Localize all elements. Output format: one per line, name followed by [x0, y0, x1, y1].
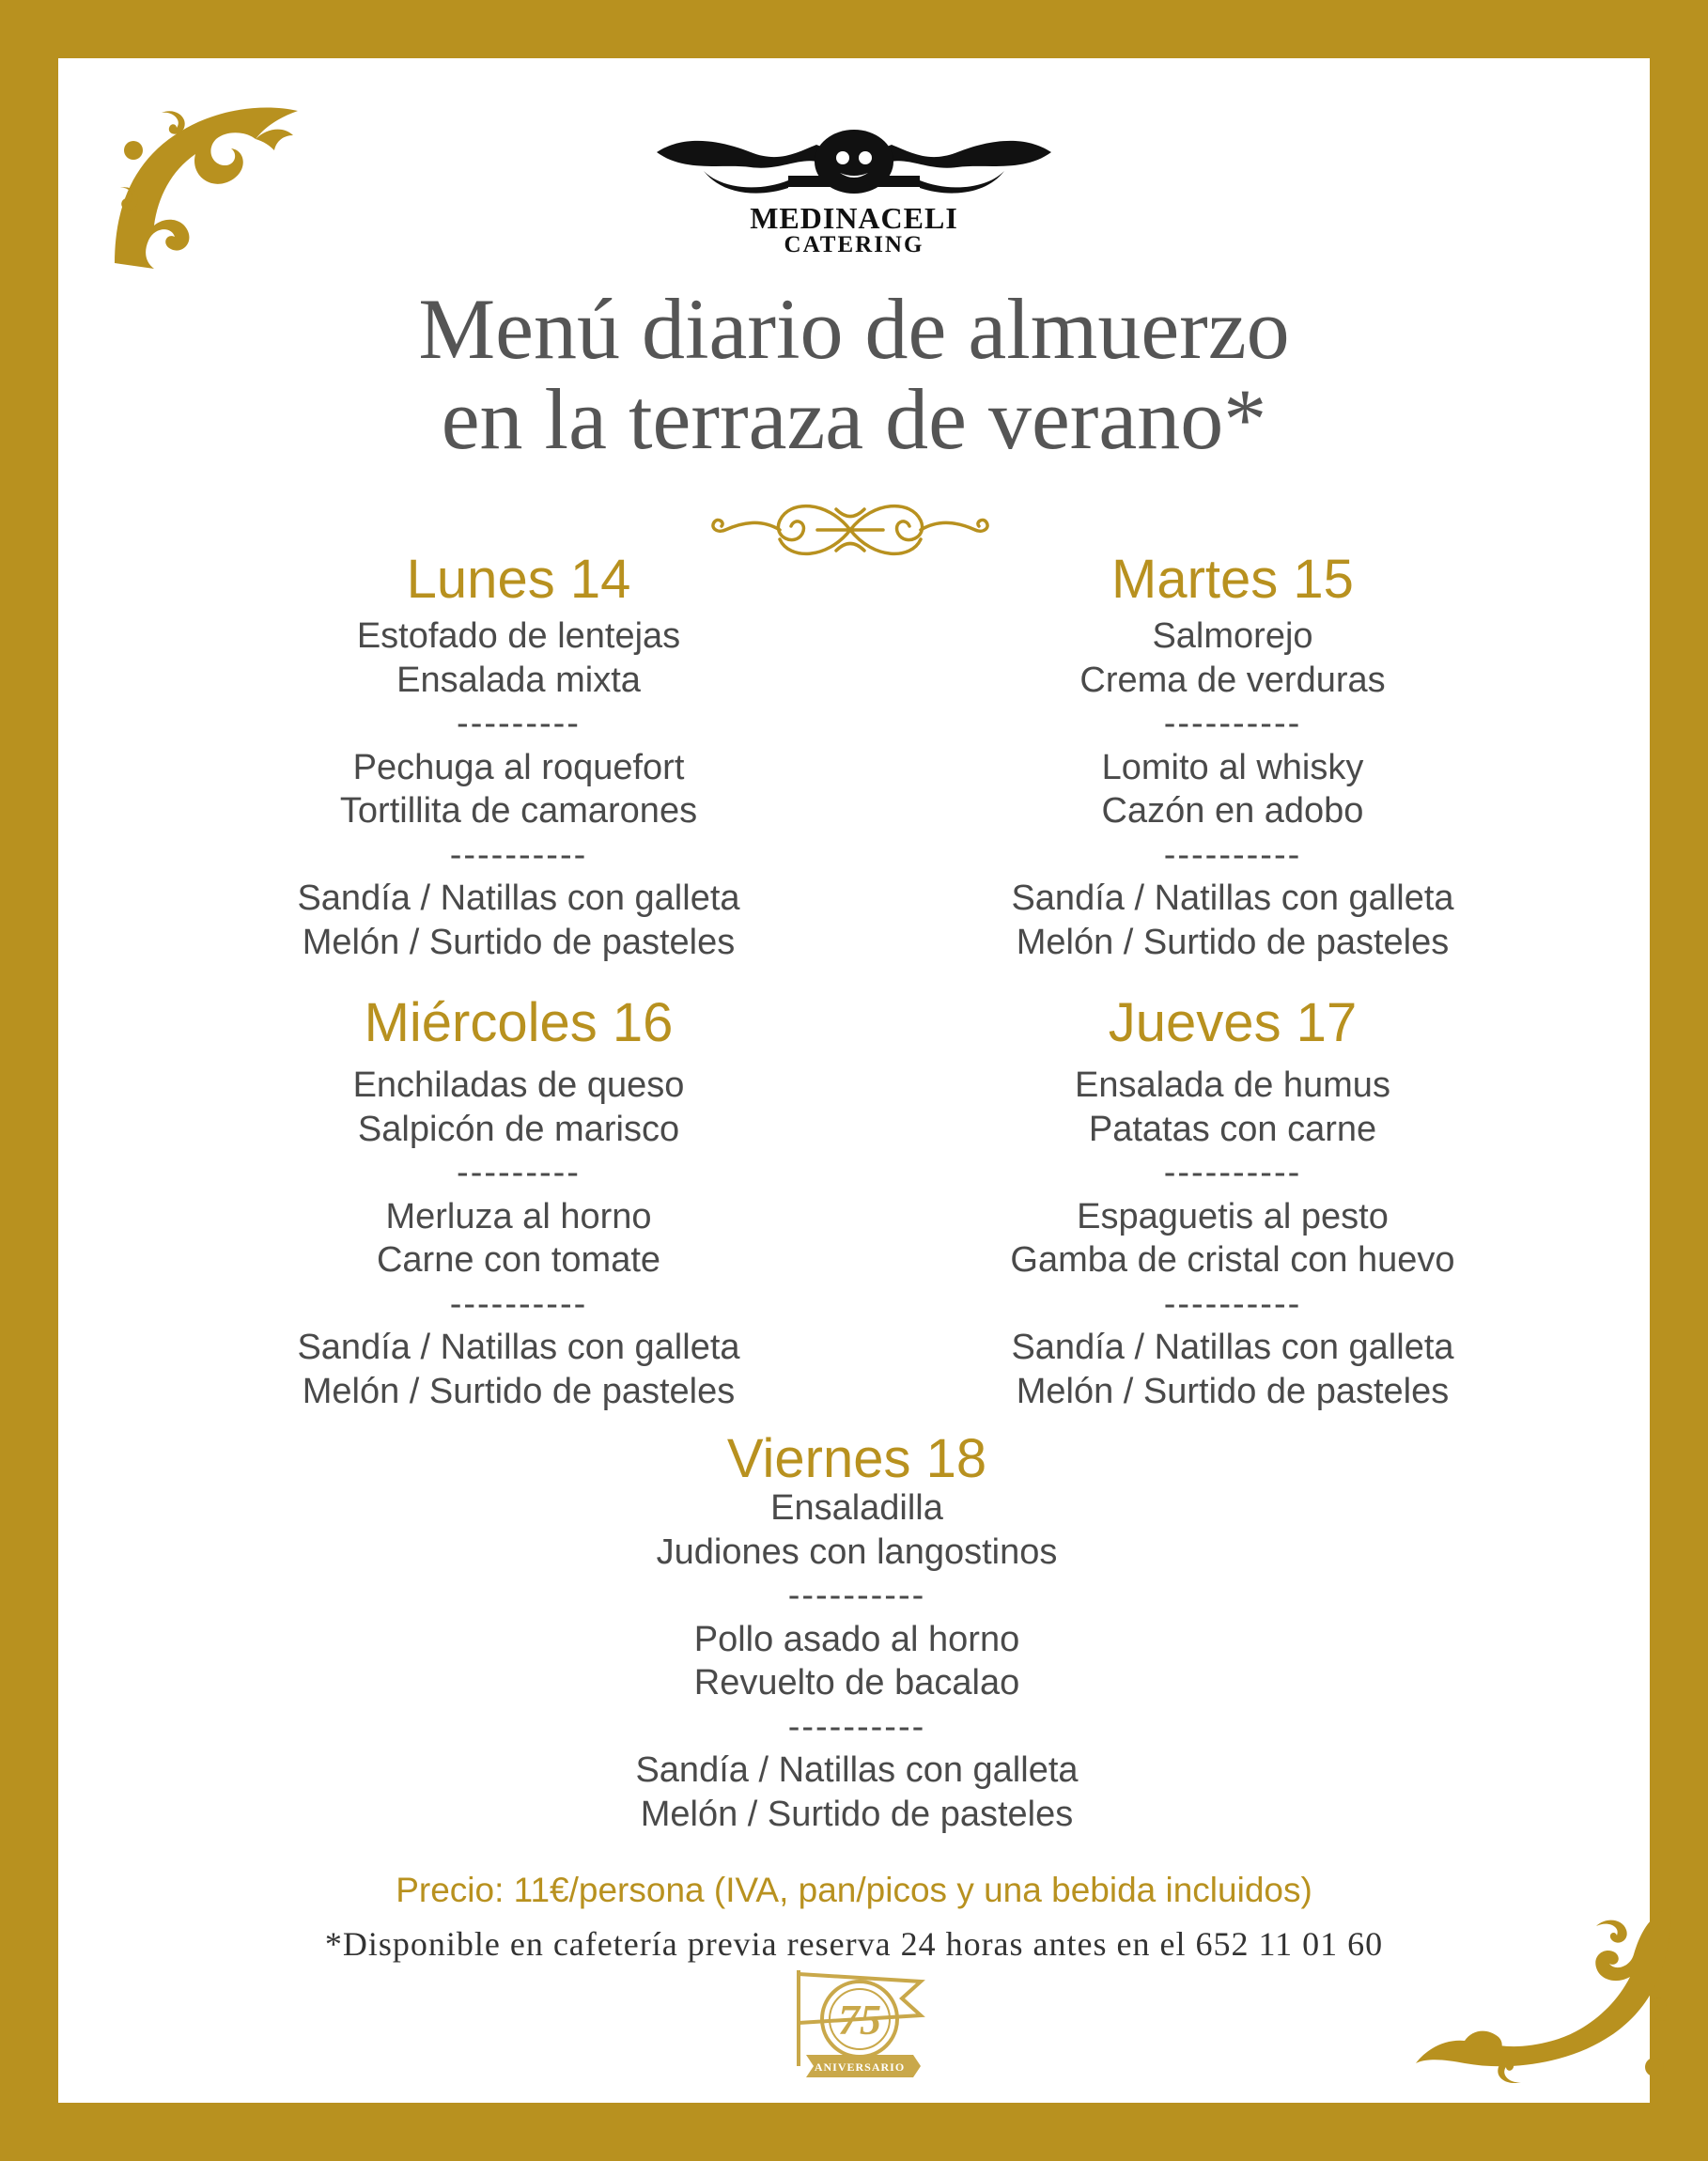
first-course-item: Ensalada de humus	[1075, 1065, 1390, 1105]
second-course-item: Tortillita de camarones	[339, 791, 698, 831]
course-separator: ----------	[1163, 704, 1302, 743]
second-course-item: Lomito al whisky	[1101, 747, 1364, 787]
second-course-item: Merluza al horno	[385, 1196, 652, 1236]
page-title	[58, 281, 1650, 467]
dessert-item: Melón / Surtido de pasteles	[1016, 1371, 1450, 1411]
course-separator: ----------	[1163, 1153, 1302, 1192]
day-thursday	[904, 990, 1561, 1413]
dessert-item: Sandía / Natillas con galleta	[1011, 1328, 1454, 1367]
course-separator: ----------	[787, 1706, 926, 1747]
first-course-item: Salpicón de marisco	[357, 1109, 680, 1149]
first-course-item: Ensalada mixta	[396, 660, 641, 700]
dessert-item: Melón / Surtido de pasteles	[640, 1794, 1074, 1834]
badge-number: 75	[838, 1996, 881, 2044]
day-title: Viernes 18	[726, 1428, 987, 1489]
first-course-item: Estofado de lentejas	[356, 616, 681, 656]
course-separator: ---------	[457, 1153, 581, 1192]
dessert-item: Sandía / Natillas con galleta	[1011, 878, 1454, 918]
course-separator: ----------	[449, 1283, 588, 1324]
first-course-item: Patatas con carne	[1088, 1109, 1377, 1149]
course-separator: ---------	[457, 704, 581, 743]
day-title: Jueves 17	[1108, 992, 1358, 1053]
dessert-item: Melón / Surtido de pasteles	[1016, 922, 1450, 962]
second-course-item: Cazón en adobo	[1101, 791, 1364, 831]
second-course-item: Pollo asado al horno	[693, 1619, 1020, 1659]
dessert-item: Sandía / Natillas con galleta	[297, 878, 740, 918]
day-title: Martes 15	[1111, 549, 1354, 610]
second-course-item: Gamba de cristal con huevo	[1010, 1240, 1455, 1280]
day-tuesday	[904, 547, 1561, 964]
badge-text: ANIVERSARIO	[814, 2060, 906, 2074]
day-friday	[528, 1426, 1186, 1836]
brand-name: MEDINACELI	[750, 201, 958, 235]
title-line-2: en la terraza de verano*	[441, 371, 1267, 467]
second-course-item: Pechuga al roquefort	[352, 747, 685, 787]
menu-card	[58, 58, 1650, 2103]
course-separator: ----------	[449, 834, 588, 875]
coat-of-arms-icon	[647, 124, 1061, 199]
first-course-item: Judiones con langostinos	[656, 1531, 1058, 1572]
corner-ornament-bottom-right	[1408, 1898, 1681, 2086]
second-course-item: Carne con tomate	[376, 1240, 661, 1280]
second-course-item: Revuelto de bacalao	[693, 1663, 1020, 1702]
price-line: Precio: 11€/persona (IVA, pan/picos y una bebida incluidos)	[396, 1871, 1312, 1909]
dessert-item: Sandía / Natillas con galleta	[297, 1328, 740, 1367]
availability-note: *Disponible en cafetería previa reserva 24 horas antes en el 652 11 01 60	[324, 1925, 1384, 1963]
course-separator: ----------	[1163, 834, 1302, 875]
brand-subtitle: CATERING	[784, 232, 924, 257]
dessert-item: Melón / Surtido de pasteles	[302, 922, 736, 962]
first-course-item: Enchiladas de queso	[352, 1065, 685, 1105]
first-course-item: Ensaladilla	[770, 1488, 943, 1528]
brand-logo	[58, 124, 1650, 257]
title-line-1: Menú diario de almuerzo	[418, 281, 1290, 377]
course-separator: ----------	[1163, 1283, 1302, 1324]
day-monday	[199, 547, 838, 964]
first-course-item: Crema de verduras	[1079, 660, 1386, 700]
second-course-item: Espaguetis al pesto	[1077, 1196, 1389, 1236]
dessert-item: Melón / Surtido de pasteles	[302, 1371, 736, 1411]
anniversary-badge-icon	[761, 1961, 949, 2083]
day-title: Lunes 14	[406, 549, 631, 610]
dessert-item: Sandía / Natillas con galleta	[635, 1750, 1079, 1790]
day-wednesday	[199, 990, 838, 1413]
course-separator: ----------	[787, 1576, 926, 1615]
day-title: Miércoles 16	[364, 992, 674, 1053]
first-course-item: Salmorejo	[1152, 616, 1313, 656]
